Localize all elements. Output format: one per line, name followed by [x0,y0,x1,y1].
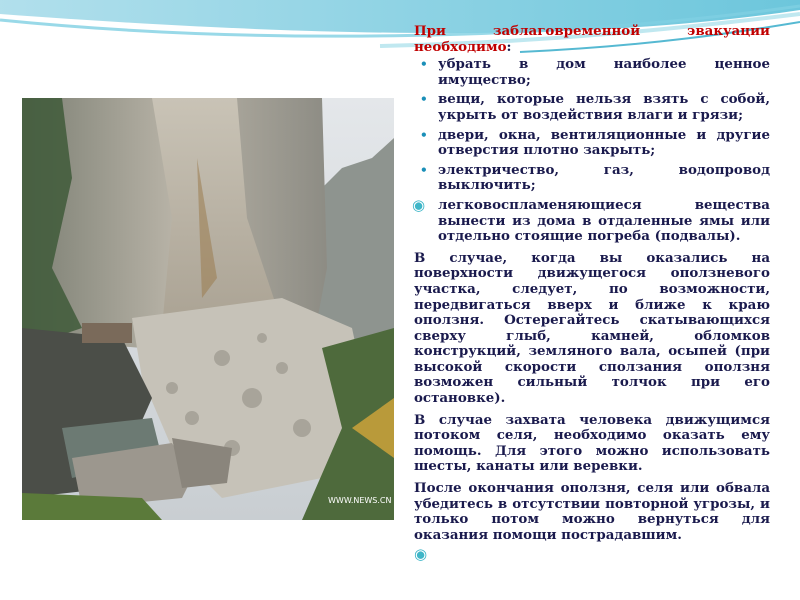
heading-text: При заблаговременной эвакуации необходимо [414,23,770,55]
list-item [412,195,770,245]
bullet-icon: • [420,127,428,142]
list-item-text: электричество, газ, водопровод выключить; [438,161,770,194]
list-item-text: легковоспламеняющиеся вещества вынести из дома в отдаленные ямы или отдельно стоящие погреба (подвалы). [438,196,770,245]
end-bullet-icon: ◉ [414,545,428,564]
heading [414,24,770,55]
paragraph-after-landslide: После окончания оползня, селя или обвала убедитесь в отсутствии повторной угрозы, и только потом можно вернуться для оказания помощи пострадавшим. [414,480,770,543]
heading-colon: : [506,38,512,55]
bullet-icon: • [420,57,428,72]
bullet-icon: • [420,92,428,107]
paragraph-landslide-surface: В случае, когда вы оказались на поверхности движущегося оползневого участка, следует, по возможности, передвигаться вверх и ближе к краю оползня. Остерегайтесь скатывающихся сверху глыб, камней, обломков конструкций, земляного вала, осыпей (при высокой скорости сползания оползня возможен сильный толчок при его остановке). [414,249,770,407]
paragraph-mudflow-help: В случае захвата человека движущимся потоком селя, необходимо оказать ему помощь. Для этого можно использовать шесты, канаты или веревки. [414,411,770,475]
list-item [414,92,770,123]
list-item-text: двери, окна, вентиляционные и другие отверстия плотно закрыть; [438,126,770,159]
list-item [414,163,770,194]
evacuation-list [414,57,770,245]
watermark: WWW.NEWS.CN [328,496,392,505]
list-item [414,128,770,159]
text-column [414,24,770,563]
highlight-bullet-icon: ◉ [412,195,426,214]
landslide-photo [22,98,394,520]
list-item-text: вещи, которые нельзя взять с собой, укрыть от воздействия влаги и грязи; [438,91,770,123]
list-item-text: убрать в дом наиболее ценное имущество; [438,56,770,88]
bullet-icon: • [420,162,428,177]
list-item [414,57,770,88]
